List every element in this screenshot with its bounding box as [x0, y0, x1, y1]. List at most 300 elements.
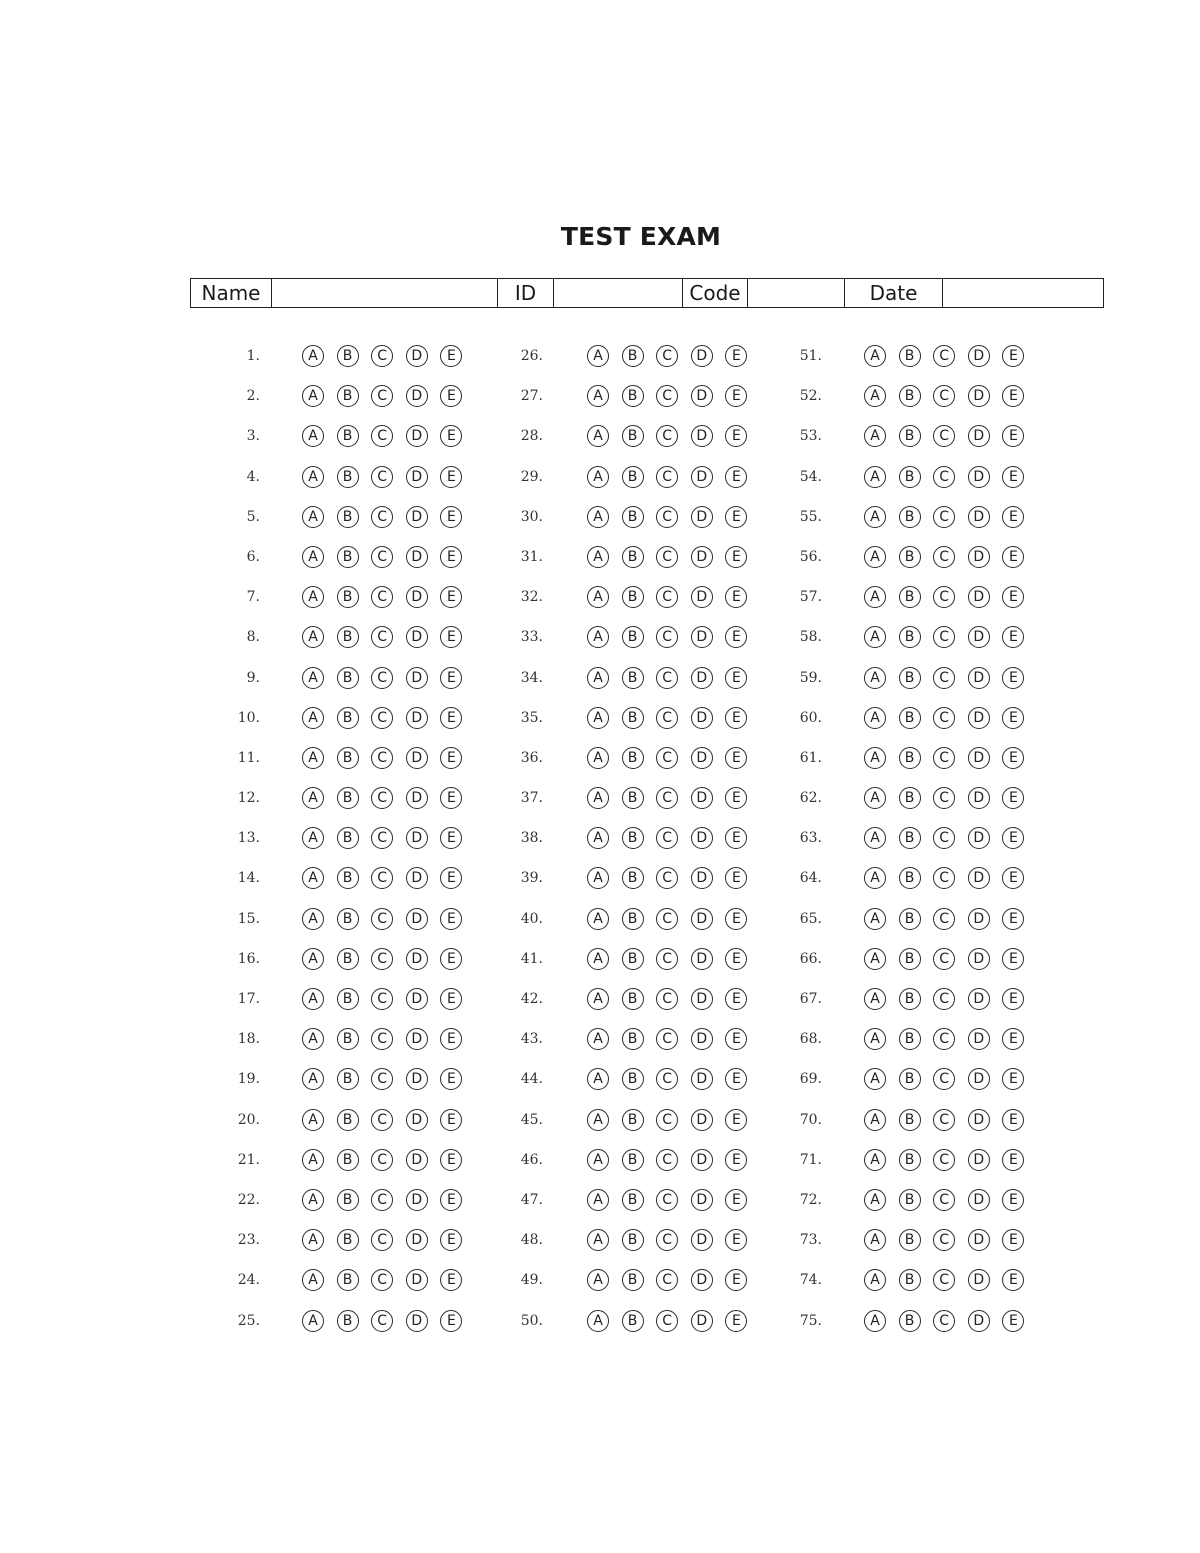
answer-bubble-a[interactable]: A	[587, 546, 609, 568]
answer-bubble-d[interactable]: D	[691, 1028, 713, 1050]
answer-bubble-e[interactable]: E	[440, 546, 462, 568]
answer-bubble-e[interactable]: E	[440, 988, 462, 1010]
answer-bubble-d[interactable]: D	[406, 667, 428, 689]
answer-bubble-e[interactable]: E	[1002, 707, 1024, 729]
answer-bubble-a[interactable]: A	[864, 546, 886, 568]
answer-bubble-c[interactable]: C	[656, 908, 678, 930]
answer-bubble-b[interactable]: B	[899, 425, 921, 447]
answer-bubble-d[interactable]: D	[406, 345, 428, 367]
answer-bubble-b[interactable]: B	[899, 1310, 921, 1332]
answer-bubble-e[interactable]: E	[440, 787, 462, 809]
answer-bubble-b[interactable]: B	[337, 425, 359, 447]
answer-bubble-c[interactable]: C	[371, 506, 393, 528]
answer-bubble-c[interactable]: C	[371, 988, 393, 1010]
answer-bubble-b[interactable]: B	[337, 1068, 359, 1090]
answer-bubble-a[interactable]: A	[864, 385, 886, 407]
answer-bubble-a[interactable]: A	[302, 385, 324, 407]
date-field[interactable]	[943, 279, 1104, 308]
answer-bubble-d[interactable]: D	[691, 385, 713, 407]
answer-bubble-d[interactable]: D	[691, 787, 713, 809]
answer-bubble-b[interactable]: B	[337, 988, 359, 1010]
answer-bubble-d[interactable]: D	[406, 1068, 428, 1090]
answer-bubble-b[interactable]: B	[622, 867, 644, 889]
answer-bubble-e[interactable]: E	[1002, 1310, 1024, 1332]
answer-bubble-e[interactable]: E	[440, 667, 462, 689]
answer-bubble-d[interactable]: D	[968, 948, 990, 970]
answer-bubble-b[interactable]: B	[622, 908, 644, 930]
answer-bubble-d[interactable]: D	[691, 707, 713, 729]
answer-bubble-a[interactable]: A	[302, 586, 324, 608]
answer-bubble-d[interactable]: D	[968, 707, 990, 729]
answer-bubble-d[interactable]: D	[406, 787, 428, 809]
answer-bubble-c[interactable]: C	[371, 948, 393, 970]
answer-bubble-e[interactable]: E	[725, 345, 747, 367]
answer-bubble-b[interactable]: B	[899, 827, 921, 849]
answer-bubble-d[interactable]: D	[406, 827, 428, 849]
answer-bubble-a[interactable]: A	[302, 1229, 324, 1251]
answer-bubble-b[interactable]: B	[622, 1149, 644, 1171]
answer-bubble-b[interactable]: B	[899, 345, 921, 367]
answer-bubble-c[interactable]: C	[371, 1068, 393, 1090]
answer-bubble-a[interactable]: A	[864, 345, 886, 367]
answer-bubble-c[interactable]: C	[371, 908, 393, 930]
answer-bubble-b[interactable]: B	[622, 1269, 644, 1291]
answer-bubble-e[interactable]: E	[440, 425, 462, 447]
answer-bubble-d[interactable]: D	[406, 586, 428, 608]
answer-bubble-e[interactable]: E	[1002, 1028, 1024, 1050]
answer-bubble-e[interactable]: E	[440, 1028, 462, 1050]
answer-bubble-e[interactable]: E	[440, 1189, 462, 1211]
answer-bubble-c[interactable]: C	[656, 1149, 678, 1171]
answer-bubble-b[interactable]: B	[622, 1189, 644, 1211]
answer-bubble-b[interactable]: B	[622, 1068, 644, 1090]
answer-bubble-e[interactable]: E	[440, 385, 462, 407]
answer-bubble-d[interactable]: D	[968, 988, 990, 1010]
answer-bubble-d[interactable]: D	[691, 1068, 713, 1090]
answer-bubble-b[interactable]: B	[899, 867, 921, 889]
answer-bubble-a[interactable]: A	[864, 626, 886, 648]
answer-bubble-b[interactable]: B	[622, 546, 644, 568]
answer-bubble-c[interactable]: C	[371, 787, 393, 809]
answer-bubble-e[interactable]: E	[440, 1149, 462, 1171]
answer-bubble-a[interactable]: A	[864, 425, 886, 447]
answer-bubble-b[interactable]: B	[622, 747, 644, 769]
answer-bubble-e[interactable]: E	[725, 546, 747, 568]
answer-bubble-a[interactable]: A	[587, 466, 609, 488]
answer-bubble-c[interactable]: C	[656, 867, 678, 889]
answer-bubble-b[interactable]: B	[337, 908, 359, 930]
answer-bubble-d[interactable]: D	[691, 425, 713, 447]
answer-bubble-e[interactable]: E	[1002, 546, 1024, 568]
answer-bubble-e[interactable]: E	[725, 1109, 747, 1131]
answer-bubble-c[interactable]: C	[371, 345, 393, 367]
answer-bubble-e[interactable]: E	[725, 1229, 747, 1251]
answer-bubble-d[interactable]: D	[691, 667, 713, 689]
answer-bubble-a[interactable]: A	[587, 667, 609, 689]
answer-bubble-e[interactable]: E	[725, 1028, 747, 1050]
answer-bubble-e[interactable]: E	[440, 466, 462, 488]
answer-bubble-c[interactable]: C	[933, 1149, 955, 1171]
answer-bubble-c[interactable]: C	[371, 1229, 393, 1251]
answer-bubble-e[interactable]: E	[725, 908, 747, 930]
answer-bubble-e[interactable]: E	[440, 1269, 462, 1291]
answer-bubble-c[interactable]: C	[656, 707, 678, 729]
answer-bubble-c[interactable]: C	[933, 1189, 955, 1211]
answer-bubble-d[interactable]: D	[691, 1109, 713, 1131]
answer-bubble-d[interactable]: D	[406, 908, 428, 930]
answer-bubble-b[interactable]: B	[899, 747, 921, 769]
answer-bubble-c[interactable]: C	[933, 385, 955, 407]
answer-bubble-c[interactable]: C	[656, 988, 678, 1010]
answer-bubble-e[interactable]: E	[440, 345, 462, 367]
answer-bubble-e[interactable]: E	[725, 425, 747, 447]
answer-bubble-c[interactable]: C	[656, 546, 678, 568]
id-field[interactable]	[554, 279, 683, 308]
answer-bubble-e[interactable]: E	[725, 1149, 747, 1171]
answer-bubble-e[interactable]: E	[1002, 626, 1024, 648]
answer-bubble-c[interactable]: C	[656, 1229, 678, 1251]
answer-bubble-e[interactable]: E	[725, 747, 747, 769]
answer-bubble-a[interactable]: A	[302, 425, 324, 447]
answer-bubble-a[interactable]: A	[587, 908, 609, 930]
answer-bubble-a[interactable]: A	[864, 1149, 886, 1171]
answer-bubble-e[interactable]: E	[725, 707, 747, 729]
answer-bubble-d[interactable]: D	[691, 908, 713, 930]
answer-bubble-a[interactable]: A	[864, 988, 886, 1010]
answer-bubble-c[interactable]: C	[656, 1109, 678, 1131]
answer-bubble-b[interactable]: B	[622, 506, 644, 528]
answer-bubble-d[interactable]: D	[968, 747, 990, 769]
answer-bubble-b[interactable]: B	[337, 867, 359, 889]
answer-bubble-d[interactable]: D	[691, 1229, 713, 1251]
answer-bubble-e[interactable]: E	[1002, 425, 1024, 447]
answer-bubble-b[interactable]: B	[337, 1109, 359, 1131]
answer-bubble-e[interactable]: E	[1002, 385, 1024, 407]
answer-bubble-e[interactable]: E	[1002, 667, 1024, 689]
answer-bubble-a[interactable]: A	[587, 787, 609, 809]
answer-bubble-a[interactable]: A	[587, 586, 609, 608]
answer-bubble-a[interactable]: A	[864, 1109, 886, 1131]
answer-bubble-e[interactable]: E	[1002, 586, 1024, 608]
answer-bubble-a[interactable]: A	[302, 466, 324, 488]
answer-bubble-c[interactable]: C	[371, 546, 393, 568]
answer-bubble-a[interactable]: A	[587, 827, 609, 849]
answer-bubble-e[interactable]: E	[1002, 1109, 1024, 1131]
answer-bubble-b[interactable]: B	[337, 1189, 359, 1211]
answer-bubble-e[interactable]: E	[1002, 867, 1024, 889]
answer-bubble-c[interactable]: C	[656, 345, 678, 367]
answer-bubble-c[interactable]: C	[656, 948, 678, 970]
answer-bubble-d[interactable]: D	[968, 1229, 990, 1251]
answer-bubble-d[interactable]: D	[691, 1149, 713, 1171]
answer-bubble-d[interactable]: D	[691, 506, 713, 528]
answer-bubble-a[interactable]: A	[864, 707, 886, 729]
answer-bubble-e[interactable]: E	[725, 867, 747, 889]
answer-bubble-a[interactable]: A	[587, 1229, 609, 1251]
answer-bubble-d[interactable]: D	[406, 747, 428, 769]
answer-bubble-e[interactable]: E	[440, 586, 462, 608]
answer-bubble-e[interactable]: E	[440, 1229, 462, 1251]
answer-bubble-e[interactable]: E	[440, 827, 462, 849]
answer-bubble-b[interactable]: B	[899, 1068, 921, 1090]
answer-bubble-c[interactable]: C	[933, 1310, 955, 1332]
answer-bubble-c[interactable]: C	[933, 1028, 955, 1050]
answer-bubble-d[interactable]: D	[968, 1269, 990, 1291]
answer-bubble-c[interactable]: C	[933, 506, 955, 528]
answer-bubble-b[interactable]: B	[622, 1229, 644, 1251]
answer-bubble-d[interactable]: D	[406, 1229, 428, 1251]
answer-bubble-a[interactable]: A	[864, 1269, 886, 1291]
answer-bubble-a[interactable]: A	[302, 747, 324, 769]
answer-bubble-e[interactable]: E	[1002, 506, 1024, 528]
answer-bubble-b[interactable]: B	[899, 546, 921, 568]
answer-bubble-b[interactable]: B	[899, 1269, 921, 1291]
answer-bubble-a[interactable]: A	[587, 1028, 609, 1050]
answer-bubble-b[interactable]: B	[337, 626, 359, 648]
answer-bubble-d[interactable]: D	[691, 948, 713, 970]
answer-bubble-a[interactable]: A	[302, 988, 324, 1010]
answer-bubble-d[interactable]: D	[968, 1109, 990, 1131]
answer-bubble-c[interactable]: C	[656, 1269, 678, 1291]
answer-bubble-d[interactable]: D	[406, 1310, 428, 1332]
answer-bubble-e[interactable]: E	[725, 626, 747, 648]
answer-bubble-e[interactable]: E	[1002, 908, 1024, 930]
answer-bubble-d[interactable]: D	[406, 1149, 428, 1171]
answer-bubble-e[interactable]: E	[725, 827, 747, 849]
answer-bubble-c[interactable]: C	[933, 546, 955, 568]
answer-bubble-a[interactable]: A	[864, 747, 886, 769]
answer-bubble-b[interactable]: B	[337, 1028, 359, 1050]
answer-bubble-b[interactable]: B	[899, 1189, 921, 1211]
answer-bubble-d[interactable]: D	[406, 425, 428, 447]
answer-bubble-d[interactable]: D	[968, 1028, 990, 1050]
answer-bubble-b[interactable]: B	[622, 466, 644, 488]
answer-bubble-b[interactable]: B	[899, 988, 921, 1010]
answer-bubble-e[interactable]: E	[725, 1068, 747, 1090]
answer-bubble-a[interactable]: A	[864, 1028, 886, 1050]
answer-bubble-d[interactable]: D	[691, 747, 713, 769]
answer-bubble-b[interactable]: B	[899, 626, 921, 648]
answer-bubble-d[interactable]: D	[406, 1269, 428, 1291]
answer-bubble-e[interactable]: E	[1002, 1189, 1024, 1211]
answer-bubble-d[interactable]: D	[406, 626, 428, 648]
answer-bubble-a[interactable]: A	[864, 1229, 886, 1251]
answer-bubble-a[interactable]: A	[587, 988, 609, 1010]
answer-bubble-a[interactable]: A	[302, 546, 324, 568]
answer-bubble-c[interactable]: C	[933, 948, 955, 970]
answer-bubble-d[interactable]: D	[691, 546, 713, 568]
answer-bubble-c[interactable]: C	[933, 1068, 955, 1090]
answer-bubble-c[interactable]: C	[371, 667, 393, 689]
answer-bubble-d[interactable]: D	[406, 466, 428, 488]
answer-bubble-a[interactable]: A	[302, 948, 324, 970]
answer-bubble-a[interactable]: A	[587, 1068, 609, 1090]
answer-bubble-d[interactable]: D	[406, 506, 428, 528]
answer-bubble-e[interactable]: E	[725, 385, 747, 407]
answer-bubble-c[interactable]: C	[933, 466, 955, 488]
answer-bubble-d[interactable]: D	[406, 546, 428, 568]
answer-bubble-e[interactable]: E	[725, 948, 747, 970]
answer-bubble-c[interactable]: C	[371, 626, 393, 648]
answer-bubble-b[interactable]: B	[337, 1229, 359, 1251]
answer-bubble-d[interactable]: D	[968, 385, 990, 407]
answer-bubble-b[interactable]: B	[337, 1310, 359, 1332]
answer-bubble-c[interactable]: C	[656, 1310, 678, 1332]
code-field[interactable]	[748, 279, 845, 308]
answer-bubble-e[interactable]: E	[725, 1310, 747, 1332]
answer-bubble-c[interactable]: C	[933, 747, 955, 769]
answer-bubble-b[interactable]: B	[337, 466, 359, 488]
answer-bubble-b[interactable]: B	[622, 988, 644, 1010]
answer-bubble-b[interactable]: B	[899, 1149, 921, 1171]
answer-bubble-b[interactable]: B	[899, 948, 921, 970]
answer-bubble-e[interactable]: E	[440, 1310, 462, 1332]
answer-bubble-a[interactable]: A	[302, 1109, 324, 1131]
answer-bubble-a[interactable]: A	[302, 345, 324, 367]
answer-bubble-a[interactable]: A	[864, 908, 886, 930]
answer-bubble-c[interactable]: C	[656, 747, 678, 769]
answer-bubble-e[interactable]: E	[440, 1068, 462, 1090]
answer-bubble-d[interactable]: D	[968, 506, 990, 528]
answer-bubble-c[interactable]: C	[933, 667, 955, 689]
answer-bubble-a[interactable]: A	[302, 827, 324, 849]
answer-bubble-b[interactable]: B	[622, 425, 644, 447]
answer-bubble-b[interactable]: B	[622, 707, 644, 729]
answer-bubble-b[interactable]: B	[622, 345, 644, 367]
answer-bubble-a[interactable]: A	[587, 1310, 609, 1332]
answer-bubble-e[interactable]: E	[1002, 747, 1024, 769]
answer-bubble-c[interactable]: C	[371, 1149, 393, 1171]
answer-bubble-c[interactable]: C	[371, 707, 393, 729]
answer-bubble-b[interactable]: B	[337, 707, 359, 729]
answer-bubble-b[interactable]: B	[899, 908, 921, 930]
answer-bubble-a[interactable]: A	[302, 707, 324, 729]
answer-bubble-a[interactable]: A	[864, 667, 886, 689]
answer-bubble-c[interactable]: C	[656, 626, 678, 648]
answer-bubble-e[interactable]: E	[440, 948, 462, 970]
answer-bubble-d[interactable]: D	[968, 626, 990, 648]
answer-bubble-b[interactable]: B	[899, 667, 921, 689]
answer-bubble-a[interactable]: A	[587, 345, 609, 367]
answer-bubble-c[interactable]: C	[371, 1109, 393, 1131]
answer-bubble-c[interactable]: C	[656, 586, 678, 608]
answer-bubble-a[interactable]: A	[587, 1109, 609, 1131]
answer-bubble-c[interactable]: C	[656, 1028, 678, 1050]
answer-bubble-c[interactable]: C	[656, 425, 678, 447]
answer-bubble-b[interactable]: B	[899, 707, 921, 729]
answer-bubble-a[interactable]: A	[302, 1269, 324, 1291]
answer-bubble-a[interactable]: A	[302, 626, 324, 648]
answer-bubble-a[interactable]: A	[302, 667, 324, 689]
answer-bubble-c[interactable]: C	[933, 908, 955, 930]
answer-bubble-b[interactable]: B	[622, 1310, 644, 1332]
answer-bubble-a[interactable]: A	[587, 948, 609, 970]
answer-bubble-b[interactable]: B	[622, 787, 644, 809]
answer-bubble-a[interactable]: A	[864, 506, 886, 528]
answer-bubble-c[interactable]: C	[933, 1109, 955, 1131]
answer-bubble-a[interactable]: A	[864, 586, 886, 608]
answer-bubble-b[interactable]: B	[337, 586, 359, 608]
answer-bubble-a[interactable]: A	[864, 1310, 886, 1332]
answer-bubble-e[interactable]: E	[725, 1189, 747, 1211]
answer-bubble-c[interactable]: C	[371, 425, 393, 447]
answer-bubble-e[interactable]: E	[1002, 948, 1024, 970]
answer-bubble-d[interactable]: D	[968, 345, 990, 367]
answer-bubble-d[interactable]: D	[968, 466, 990, 488]
answer-bubble-b[interactable]: B	[622, 626, 644, 648]
answer-bubble-b[interactable]: B	[337, 546, 359, 568]
answer-bubble-b[interactable]: B	[899, 506, 921, 528]
answer-bubble-e[interactable]: E	[1002, 787, 1024, 809]
answer-bubble-b[interactable]: B	[337, 506, 359, 528]
answer-bubble-e[interactable]: E	[440, 626, 462, 648]
answer-bubble-a[interactable]: A	[587, 867, 609, 889]
answer-bubble-d[interactable]: D	[691, 867, 713, 889]
answer-bubble-a[interactable]: A	[302, 867, 324, 889]
answer-bubble-b[interactable]: B	[622, 827, 644, 849]
answer-bubble-c[interactable]: C	[371, 1310, 393, 1332]
answer-bubble-c[interactable]: C	[933, 626, 955, 648]
answer-bubble-c[interactable]: C	[371, 466, 393, 488]
answer-bubble-e[interactable]: E	[440, 707, 462, 729]
answer-bubble-a[interactable]: A	[587, 707, 609, 729]
answer-bubble-d[interactable]: D	[406, 1189, 428, 1211]
answer-bubble-d[interactable]: D	[968, 425, 990, 447]
answer-bubble-c[interactable]: C	[371, 385, 393, 407]
answer-bubble-e[interactable]: E	[725, 506, 747, 528]
answer-bubble-b[interactable]: B	[899, 466, 921, 488]
answer-bubble-c[interactable]: C	[371, 1028, 393, 1050]
answer-bubble-d[interactable]: D	[968, 1310, 990, 1332]
answer-bubble-c[interactable]: C	[656, 667, 678, 689]
answer-bubble-a[interactable]: A	[302, 1149, 324, 1171]
answer-bubble-d[interactable]: D	[968, 546, 990, 568]
answer-bubble-a[interactable]: A	[302, 1189, 324, 1211]
answer-bubble-c[interactable]: C	[371, 827, 393, 849]
answer-bubble-c[interactable]: C	[933, 425, 955, 447]
answer-bubble-c[interactable]: C	[933, 827, 955, 849]
name-field[interactable]	[272, 279, 498, 308]
answer-bubble-d[interactable]: D	[406, 1109, 428, 1131]
answer-bubble-a[interactable]: A	[302, 787, 324, 809]
answer-bubble-c[interactable]: C	[371, 1189, 393, 1211]
answer-bubble-c[interactable]: C	[933, 345, 955, 367]
answer-bubble-d[interactable]: D	[406, 988, 428, 1010]
answer-bubble-e[interactable]: E	[440, 1109, 462, 1131]
answer-bubble-e[interactable]: E	[1002, 827, 1024, 849]
answer-bubble-a[interactable]: A	[587, 425, 609, 447]
answer-bubble-a[interactable]: A	[587, 1189, 609, 1211]
answer-bubble-d[interactable]: D	[691, 988, 713, 1010]
answer-bubble-b[interactable]: B	[337, 385, 359, 407]
answer-bubble-b[interactable]: B	[899, 1109, 921, 1131]
answer-bubble-b[interactable]: B	[337, 1149, 359, 1171]
answer-bubble-c[interactable]: C	[933, 867, 955, 889]
answer-bubble-e[interactable]: E	[725, 1269, 747, 1291]
answer-bubble-b[interactable]: B	[622, 1028, 644, 1050]
answer-bubble-b[interactable]: B	[899, 787, 921, 809]
answer-bubble-a[interactable]: A	[864, 466, 886, 488]
answer-bubble-c[interactable]: C	[656, 1068, 678, 1090]
answer-bubble-b[interactable]: B	[899, 586, 921, 608]
answer-bubble-d[interactable]: D	[968, 1149, 990, 1171]
answer-bubble-d[interactable]: D	[691, 586, 713, 608]
answer-bubble-c[interactable]: C	[933, 586, 955, 608]
answer-bubble-d[interactable]: D	[691, 1269, 713, 1291]
answer-bubble-c[interactable]: C	[656, 385, 678, 407]
answer-bubble-b[interactable]: B	[337, 1269, 359, 1291]
answer-bubble-a[interactable]: A	[587, 385, 609, 407]
